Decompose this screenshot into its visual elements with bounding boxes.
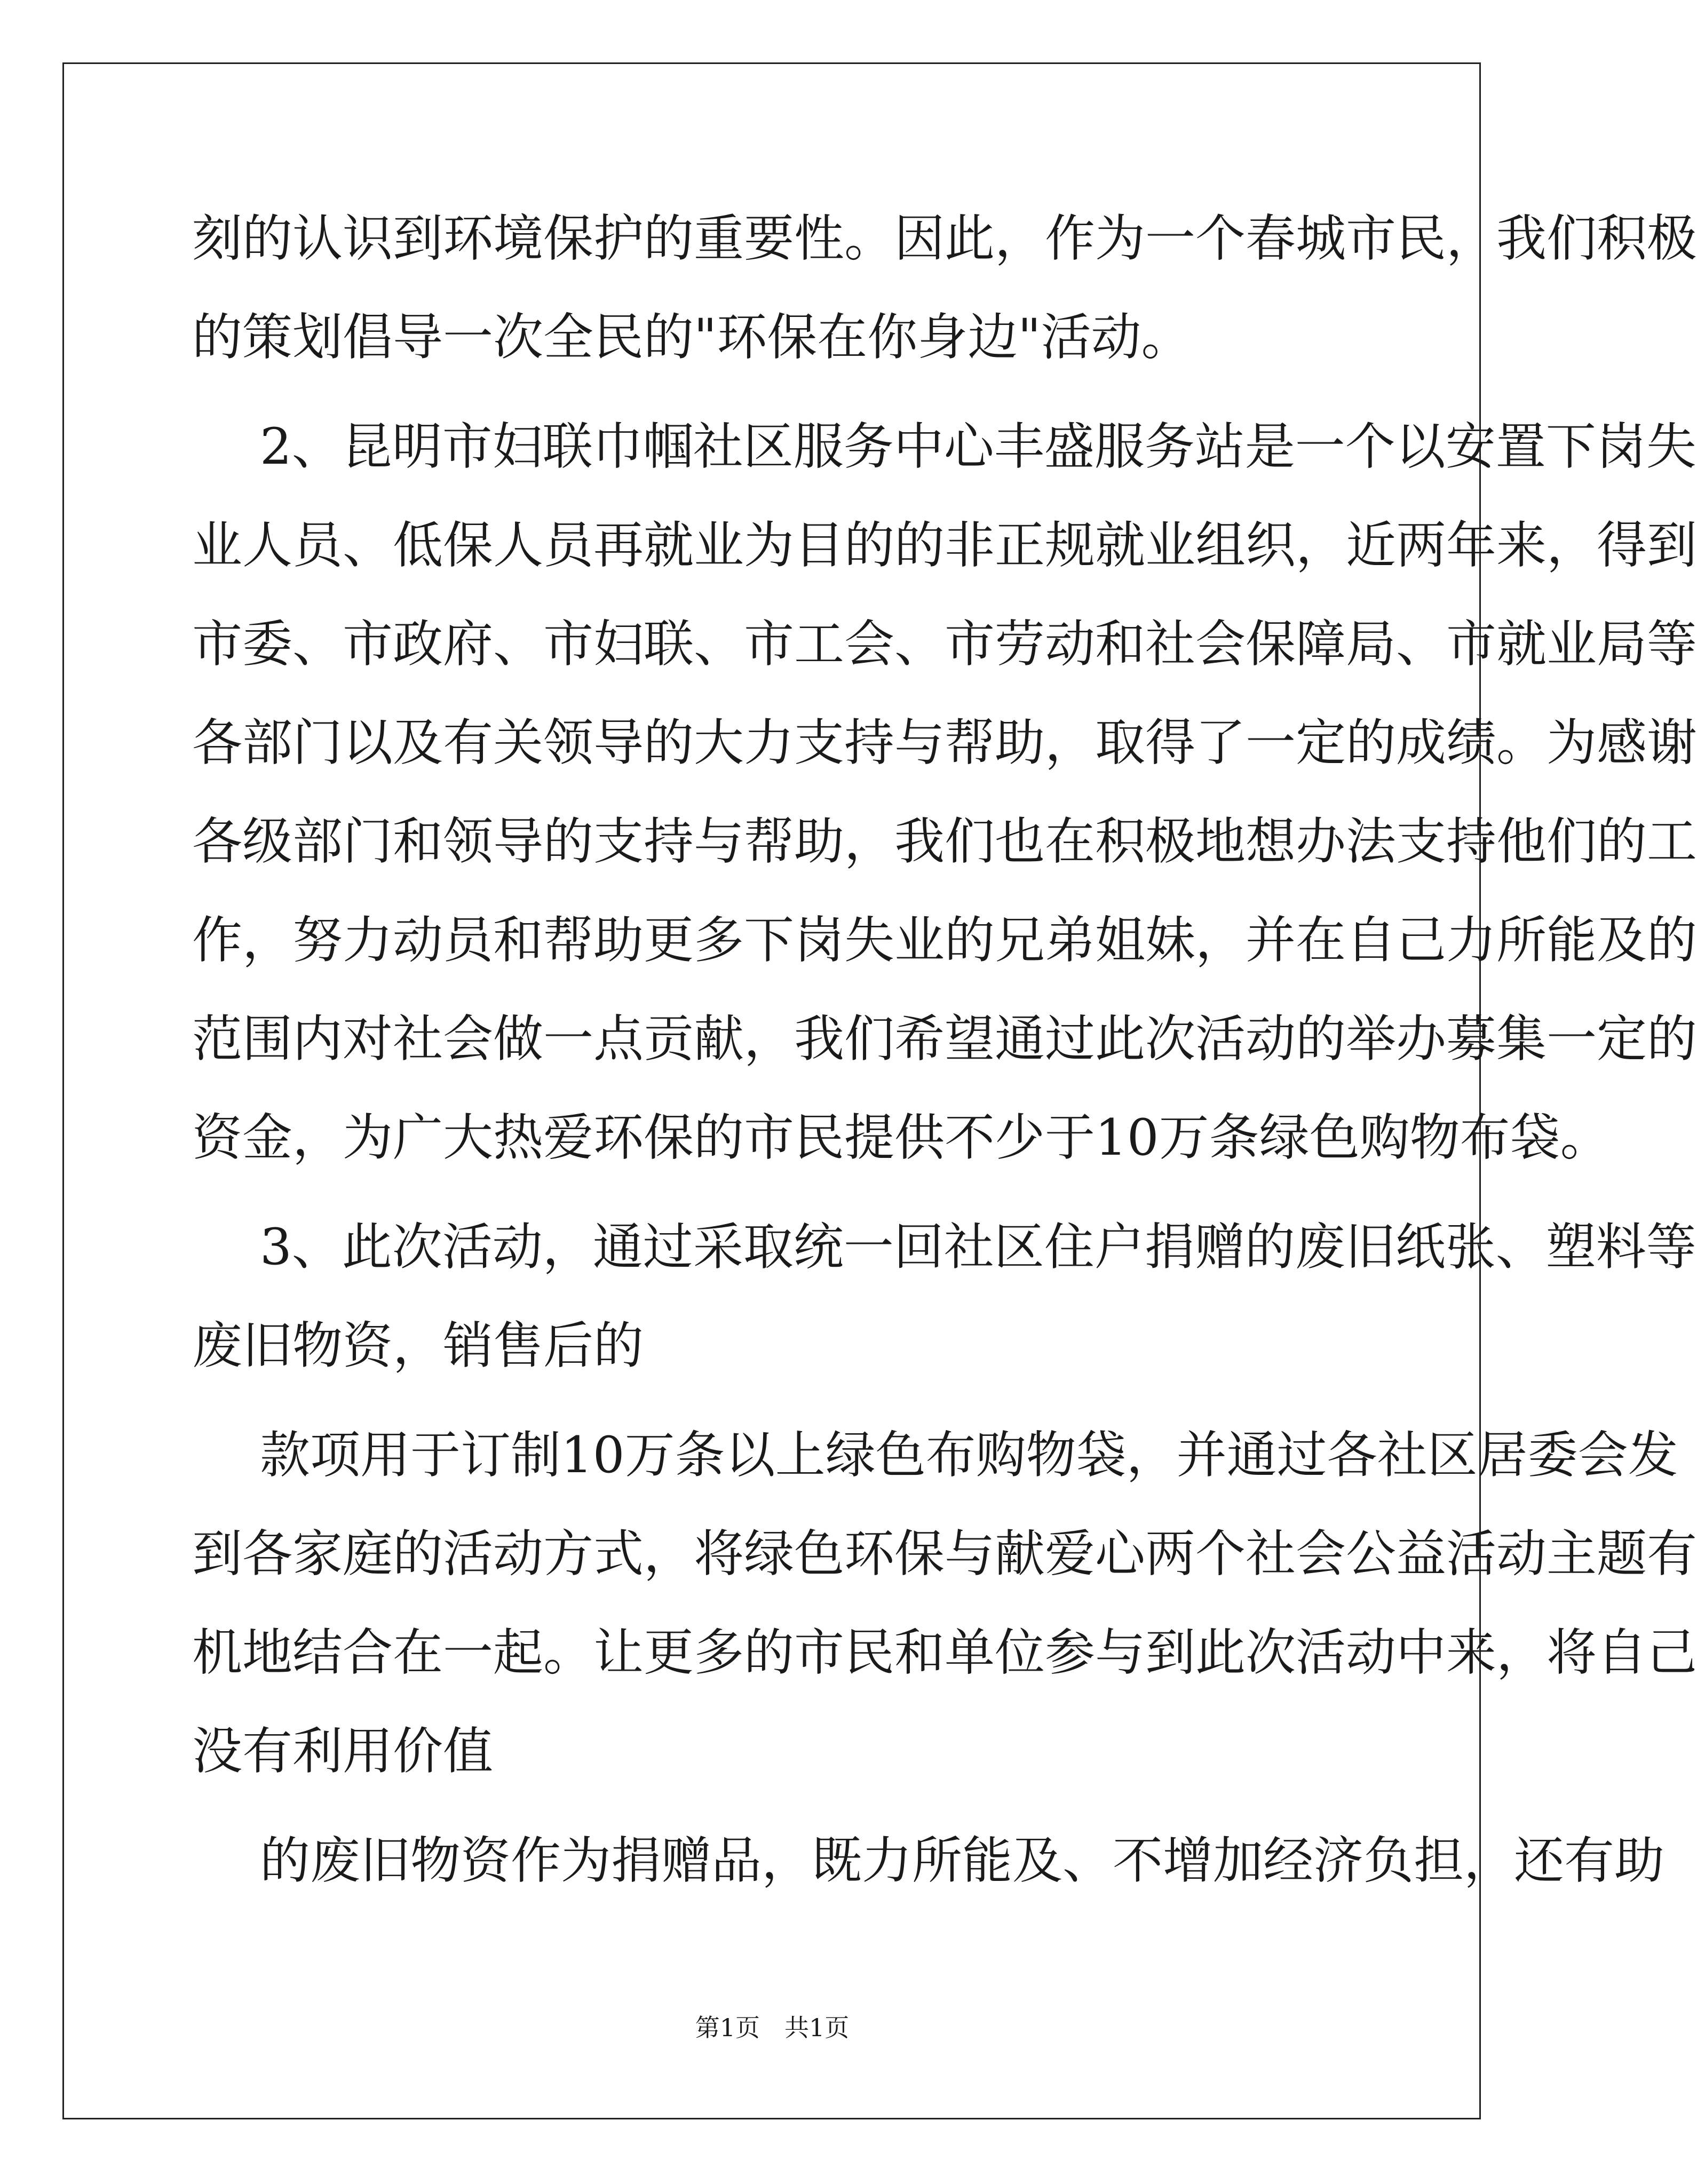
page-footer: 第1页 共1页 [695,2013,850,2042]
text-line: 资金，为广大热爱环保的市民提供不少于10万条绿色购物布袋。 [192,1109,1611,1167]
text-line: 各级部门和领导的支持与帮助，我们也在积极地想办法支持他们的工 [192,813,1697,871]
text-line: 范围内对社会做一点贡献，我们希望通过此次活动的举办募集一定的 [192,1010,1697,1068]
text-line: 的策划倡导一次全民的"环保在你身边"活动。 [192,308,1192,367]
text-line: 业人员、低保人员再就业为目的的非正规就业组织，近两年来，得到 [192,517,1697,575]
text-line: 到各家庭的活动方式，将绿色环保与献爱心两个社会公益活动主题有 [192,1525,1697,1583]
text-line: 作，努力动员和帮助更多下岗失业的兄弟姐妹，并在自己力所能及的 [192,911,1697,970]
text-line: 废旧物资，销售后的 [192,1317,644,1375]
text-line: 2、昆明市妇联巾帼社区服务中心丰盛服务站是一个以安置下岗失 [260,418,1696,476]
text-line: 各部门以及有关领导的大力支持与帮助，取得了一定的成绩。为感谢 [192,714,1697,772]
text-line: 机地结合在一起。让更多的市民和单位参与到此次活动中来，将自己 [192,1624,1697,1682]
text-line: 刻的认识到环境保护的重要性。因此，作为一个春城市民，我们积极 [192,210,1697,268]
text-line: 市委、市政府、市妇联、市工会、市劳动和社会保障局、市就业局等 [192,615,1697,673]
text-line: 3、此次活动，通过采取统一回社区住户捐赠的废旧纸张、塑料等 [260,1218,1696,1276]
page-border [62,62,1697,2119]
text-line: 没有利用价值 [192,1722,494,1781]
text-line: 款项用于订制10万条以上绿色布购物袋，并通过各社区居委会发 [260,1426,1678,1484]
text-line: 的废旧物资作为捐赠品，既力所能及、不增加经济负担，还有助 [260,1832,1665,1890]
